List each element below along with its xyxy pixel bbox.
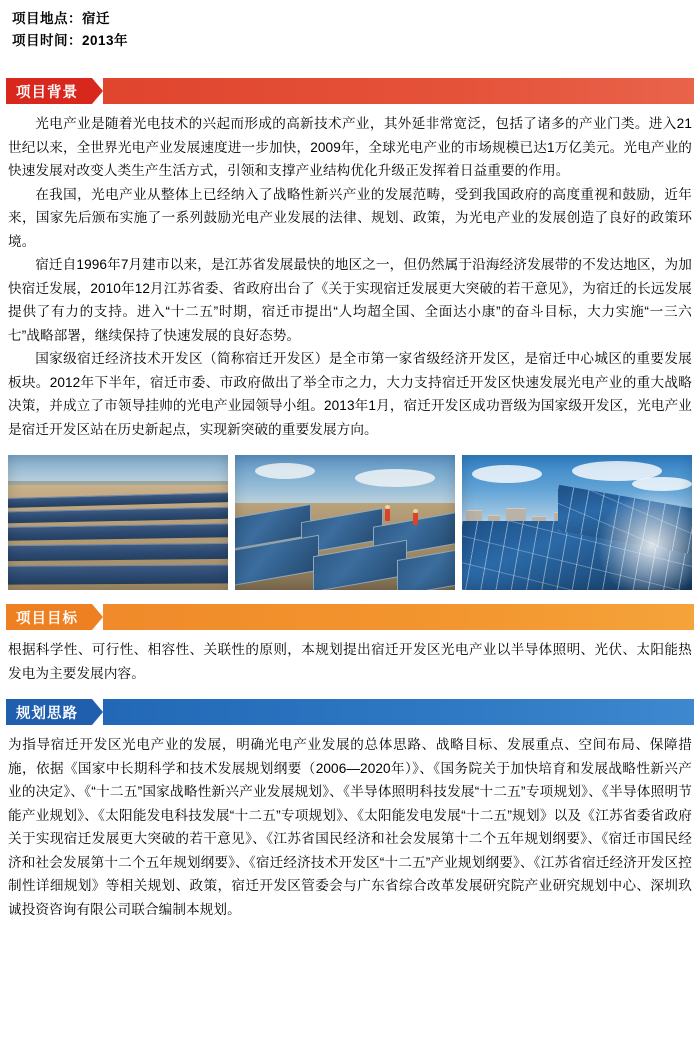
section-body-approach [6, 733, 694, 921]
project-location-value: 宿迁 [82, 11, 110, 26]
project-meta [6, 0, 694, 52]
photo-desert-solar-farm [8, 455, 228, 590]
photo-strip [6, 455, 694, 590]
project-time-line [12, 30, 688, 52]
paragraph: 根据科学性、可行性、相容性、关联性的原则，本规划提出宿迁开发区光电产业以半导体照明、光伏、太阳能热发电为主要发展内容。 [8, 642, 692, 681]
section-bar-approach [103, 699, 694, 725]
section-bar-background [103, 78, 694, 104]
project-location-label: 项目地点： [12, 11, 82, 26]
project-location-line [12, 8, 688, 30]
photo-panel-closeup-city [462, 455, 692, 590]
section-header-goal [6, 604, 694, 630]
paragraph: 在我国，光电产业从整体上已经纳入了战略性新兴产业的发展范畴，受到我国政府的高度重视和鼓励，近年来，国家先后颁布实施了一系列鼓励光电产业发展的法律、规划、政策，为光电产业的发展创造了良好的政策环境。 [8, 186, 692, 249]
section-header-approach [6, 699, 694, 725]
section-title-goal: 项目目标 [6, 604, 92, 630]
project-time-label: 项目时间： [12, 33, 82, 48]
section-header-background [6, 78, 694, 104]
section-title-background: 项目背景 [6, 78, 92, 104]
photo-panel-array-workers [235, 455, 455, 590]
paragraph: 国家级宿迁经济技术开发区（简称宿迁开发区）是全市第一家省级经济开发区，是宿迁中心城区的重要发展板块。2012年下半年，宿迁市委、市政府做出了举全市之力，大力支持宿迁开发区快速发展光电产业的重大战略决策，并成立了市领导挂帅的光电产业园领导小组。2013年1月，宿迁开发区成功晋级为国家级开发区，光电产业是宿迁开发区站在历史新起点，实现新突破的重要发展方向。 [8, 351, 692, 437]
paragraph: 宿迁自1996年7月建市以来，是江苏省发展最快的地区之一，但仍然属于沿海经济发展带的不发达地区，为加快宿迁发展，2010年12月江苏省委、省政府出台了《关于实现宿迁发展更大突破的若干意见》，为宿迁的长远发展提供了有力的支持。进入“十二五”时期，宿迁市提出“人均超全国、全面达小康”的奋斗目标，大力实施“一三六七”战略部署，继续保持了快速发展的良好态势。 [8, 257, 692, 343]
paragraph: 为指导宿迁开发区光电产业的发展，明确光电产业发展的总体思路、战略目标、发展重点、空间布局、保障措施，依据《国家中长期科学和技术发展规划纲要（2006—2020年）》、《国务院关于加快培育和发展战略性新兴产业的决定》、《“十二五”国家战略性新兴产业发展规划》、《半导体照明科技发展“十二五”专项规划》、《半导体照明节能产业规划》、《太阳能发电科技发展“十二五”专项规划》、《太阳能发电发展“十二五”规划》以及《江苏省委省政府关于实现宿迁发展更大突破的若干意见》、《江苏省国民经济和社会发展第十二个五年规划纲要》、《宿迁市国民经济和社会发展第十二个五年规划纲要》、《宿迁经济技术开发区“十二五”产业规划纲要》、《江苏省宿迁经济开发区控制性详细规划》等相关规划、政策，宿迁开发区管委会与广东省综合改革发展研究院产业研究规划中心、深圳玖诚投资咨询有限公司联合编制本规划。 [8, 737, 692, 917]
project-time-value: 2013年 [82, 33, 129, 48]
section-body-goal [6, 638, 694, 685]
section-title-approach: 规划思路 [6, 699, 92, 725]
section-body-background [6, 112, 694, 441]
paragraph: 光电产业是随着光电技术的兴起而形成的高新技术产业，其外延非常宽泛，包括了诸多的产业门类。进入21世纪以来，全世界光电产业发展速度进一步加快，2009年，全球光电产业的市场规模已达1万亿美元。光电产业的快速发展对改变人类生产生活方式，引领和支撑产业结构优化升级正发挥着日益重要的作用。 [8, 116, 692, 178]
section-bar-goal [103, 604, 694, 630]
